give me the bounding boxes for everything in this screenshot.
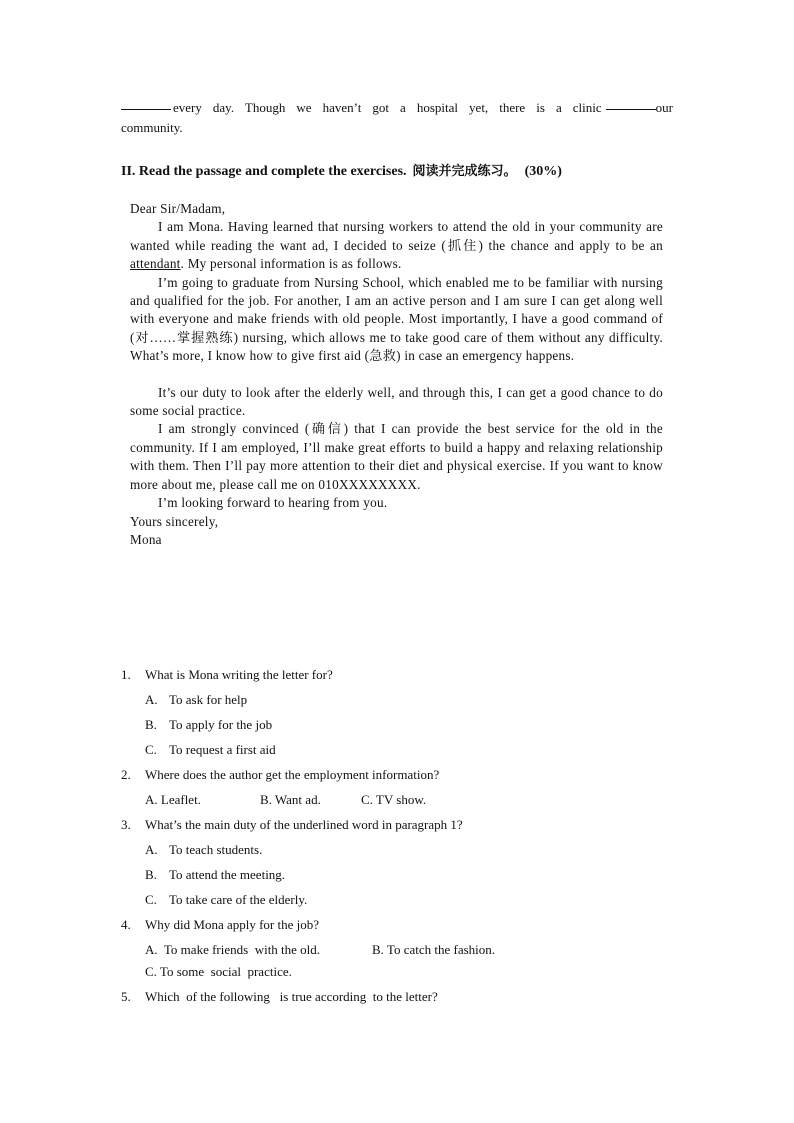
answer-option[interactable]	[145, 841, 681, 859]
question-text: Why did Mona apply for the job?	[145, 917, 320, 932]
option-letter: C.	[145, 892, 157, 907]
question-list	[121, 666, 681, 1006]
question-item	[121, 916, 681, 934]
question-item	[121, 816, 681, 834]
letter-paragraph-3: It’s our duty to look after the elderly well, and through this, I can get a good chance to do some social practice.	[130, 384, 663, 419]
p1-text-end: . My personal information is as follows.	[180, 256, 402, 272]
letter-paragraph-5: I’m looking forward to hearing from you.	[158, 495, 388, 511]
answer-blank-1[interactable]	[121, 99, 171, 110]
heading-text-cn: 阅读并完成练习。	[412, 164, 517, 179]
option-text: To attend the meeting.	[169, 867, 286, 882]
answer-option[interactable]: B. Want ad.	[260, 792, 321, 807]
answer-option[interactable]	[145, 741, 681, 759]
question-number: 1.	[121, 667, 131, 682]
question-item	[121, 766, 681, 784]
answer-option[interactable]: B. To catch the fashion.	[372, 942, 496, 957]
question-text: Which of the following is true according to the letter?	[145, 989, 438, 1004]
section-heading	[121, 160, 681, 180]
inline-options	[145, 791, 681, 809]
answer-option[interactable]	[145, 716, 681, 734]
option-text: To ask for help	[169, 692, 248, 707]
text-segment: our	[655, 100, 673, 115]
question-text: What is Mona writing the letter for?	[145, 667, 333, 682]
text-segment: every day. Though we haven’t got a hospital yet, there is a clinic	[173, 100, 602, 115]
answer-option[interactable]: A. To make friends with the old.	[145, 942, 321, 957]
question-number: 5.	[121, 989, 131, 1004]
answer-option[interactable]	[145, 891, 681, 909]
letter-paragraph-2: I’m going to graduate from Nursing School, which enabled me to be familiar with nursing and qualified for the job. For another, I am an active person and I am sure I can get along well with everyone and make friends with old people. Most importantly, I have a good command of (对……掌握熟练) nursing, which allows me to take good care of them without any difficulty. What’s more, I know how to give first aid (急救) in case an emergency happens.	[130, 274, 663, 364]
answer-option[interactable]: A. Leaflet.	[145, 792, 201, 807]
option-text: To teach students.	[169, 842, 263, 857]
heading-text: II. Read the passage and complete the exercises.	[121, 164, 407, 179]
option-letter: B.	[145, 867, 157, 882]
question-item	[121, 988, 681, 1006]
answer-option[interactable]	[145, 866, 681, 884]
letter-paragraph-1	[130, 218, 663, 273]
answer-option[interactable]: C. To some social practice.	[145, 964, 292, 979]
option-letter: A.	[145, 842, 158, 857]
option-text: To apply for the job	[169, 717, 273, 732]
question-number: 3.	[121, 817, 131, 832]
question-number: 2.	[121, 767, 131, 782]
score-label: (30%)	[524, 164, 562, 179]
letter-closing: Yours sincerely,	[130, 513, 219, 529]
text-segment: community.	[121, 120, 183, 135]
option-text: To take care of the elderly.	[169, 892, 308, 907]
letter-passage	[130, 200, 663, 549]
answer-blank-2[interactable]	[606, 99, 656, 110]
question-number: 4.	[121, 917, 131, 932]
option-text: To request a first aid	[169, 742, 276, 757]
letter-salutation: Dear Sir/Madam,	[130, 201, 226, 216]
option-letter: A.	[145, 692, 158, 707]
answer-option[interactable]	[145, 691, 681, 709]
option-letter: B.	[145, 717, 157, 732]
letter-signature: Mona	[130, 531, 162, 547]
option-letter: C.	[145, 742, 157, 757]
question-item	[121, 666, 681, 684]
previous-exercise-text	[121, 99, 673, 137]
letter-paragraph-4: I am strongly convinced (确信) that I can provide the best service for the old in the community. If I am employed, I’ll make great efforts to build a happy and relaxing relationship with them. Then I’ll pay more attention to their diet and physical exercise. If you want to know more about me, please call me on 010XXXXXXXX.	[130, 421, 663, 492]
p1-text: I am Mona. Having learned that nursing workers to attend the old in your community are wanted while reading the want ad, I decided to seize (抓住) the chance and apply to be an	[130, 219, 663, 253]
answer-option[interactable]: C. TV show.	[361, 792, 427, 807]
inline-options	[145, 941, 681, 981]
question-text: What’s the main duty of the underlined word in paragraph 1?	[145, 817, 463, 832]
question-text: Where does the author get the employment information?	[145, 767, 440, 782]
underlined-word: attendant	[130, 256, 181, 272]
